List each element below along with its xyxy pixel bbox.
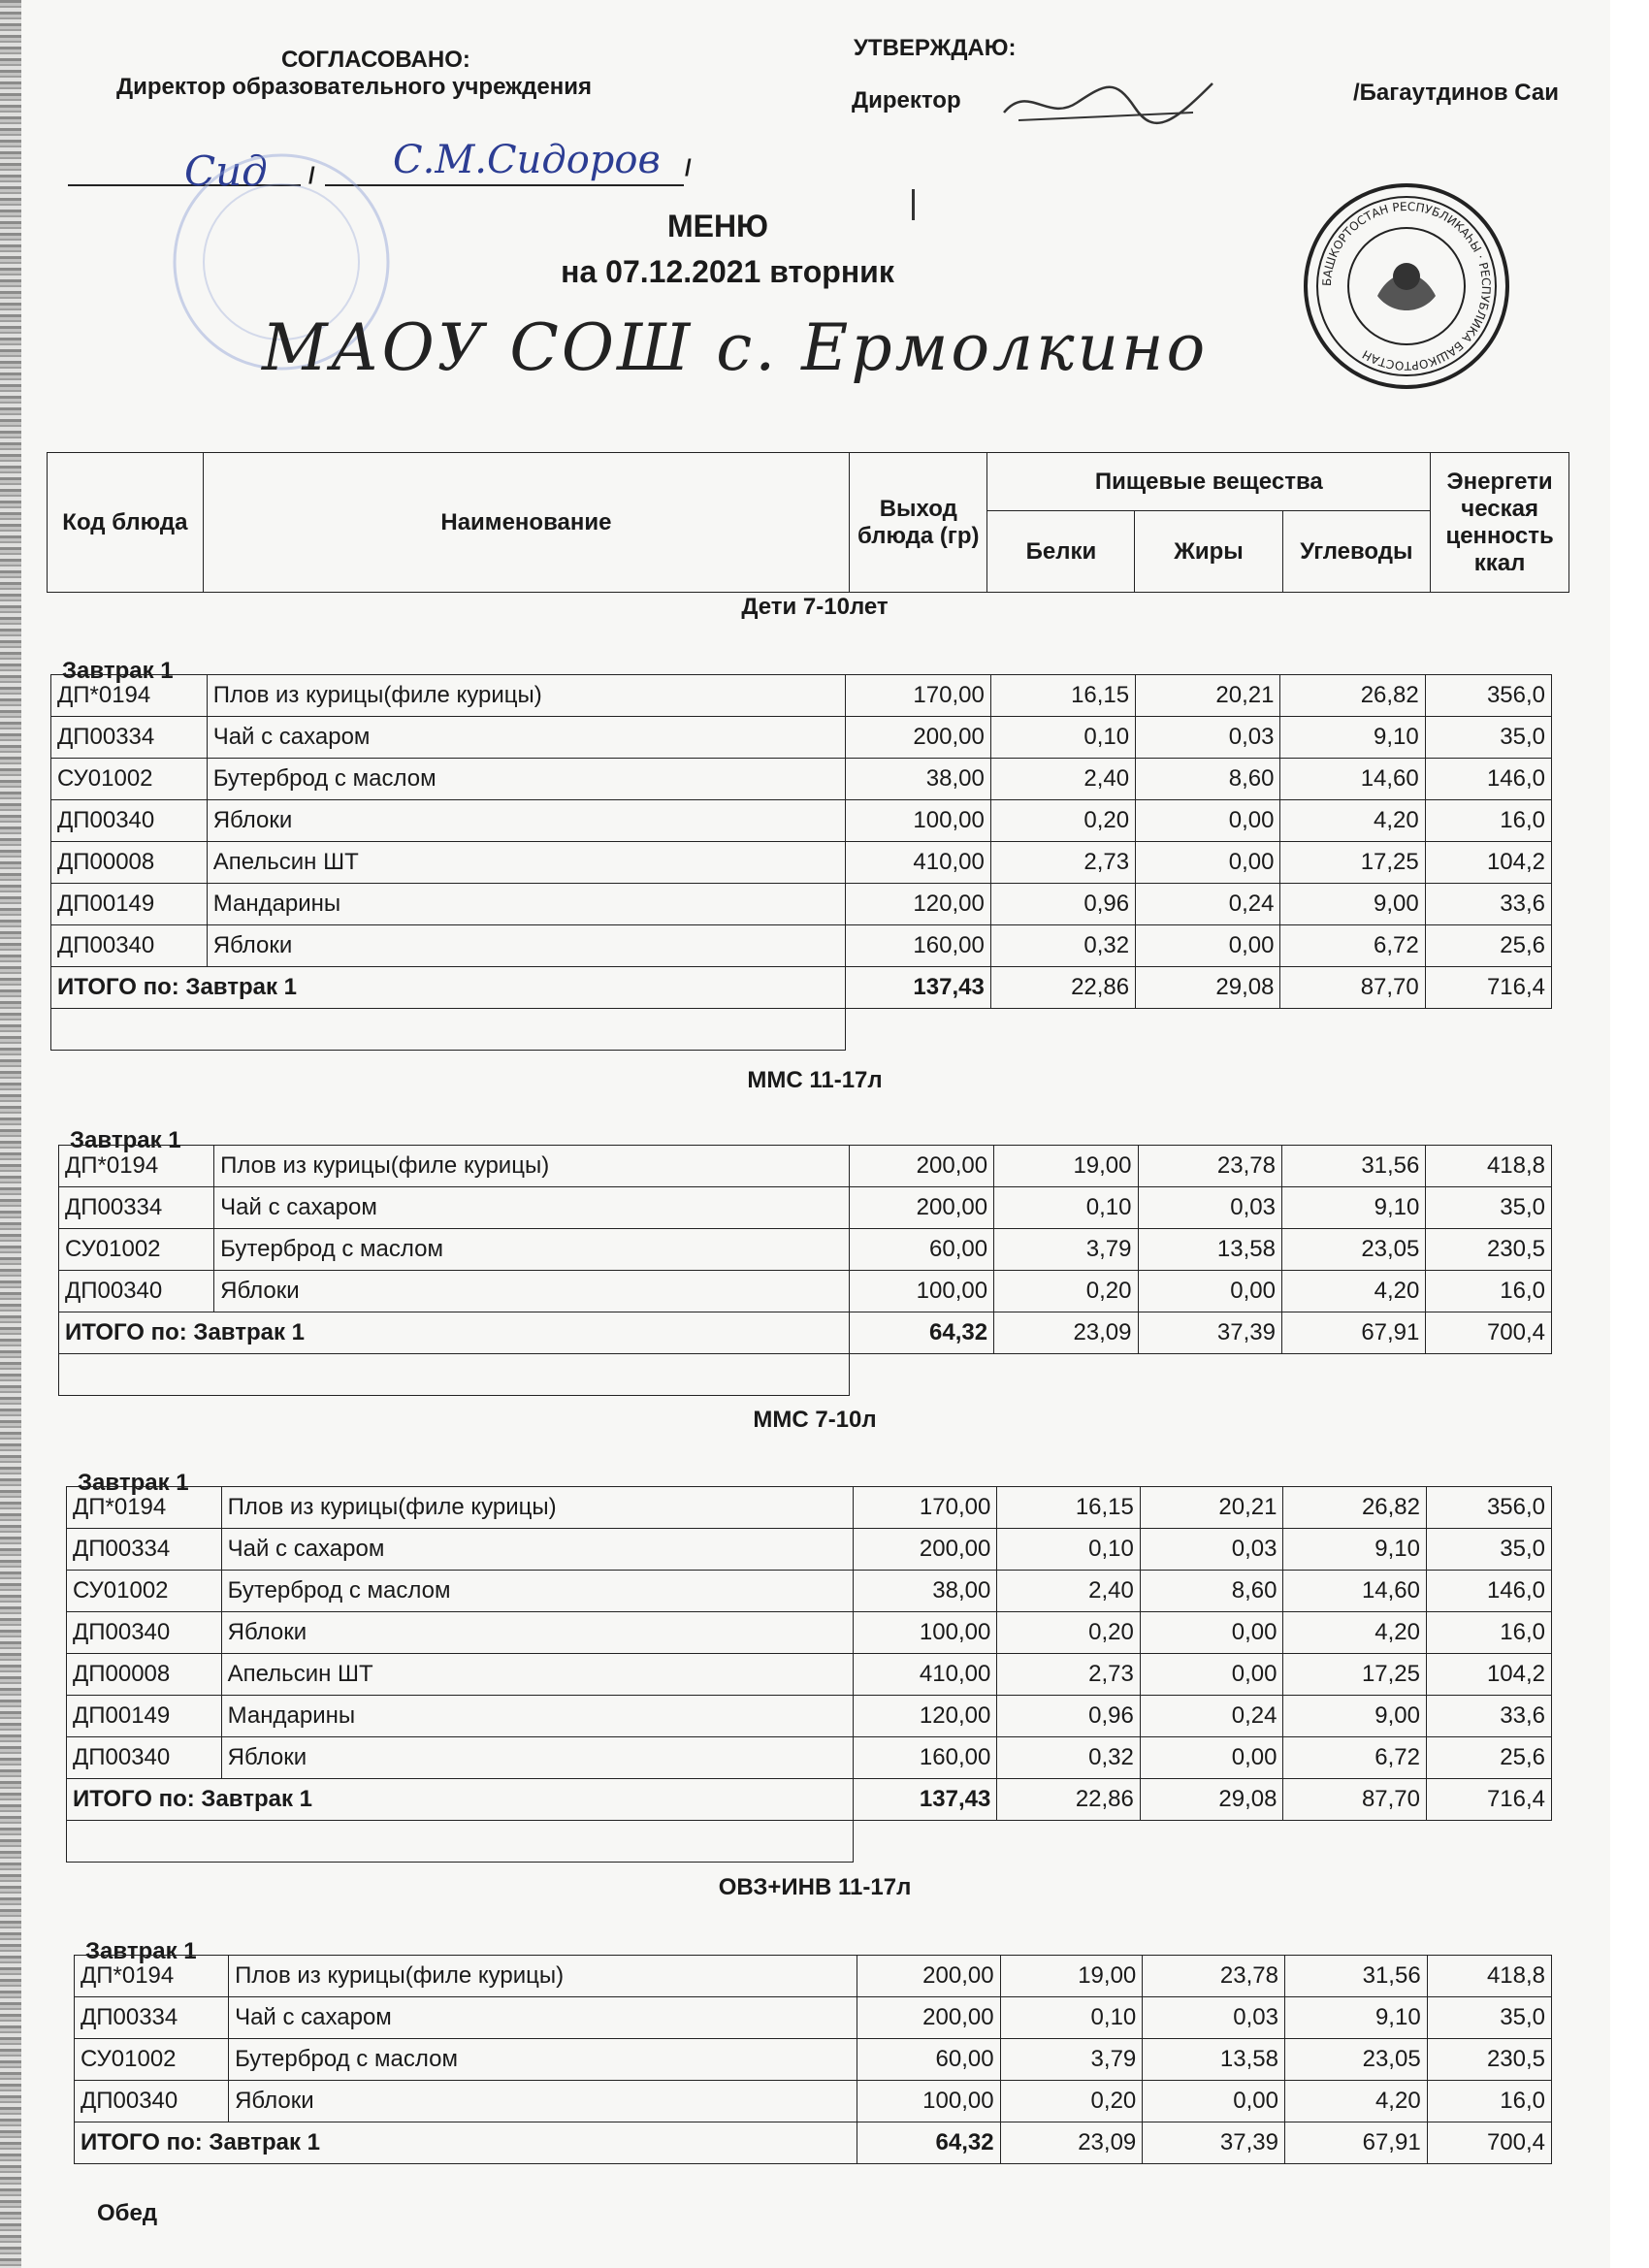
cell-carbs: 6,72 bbox=[1283, 1737, 1427, 1779]
table-row bbox=[51, 842, 1552, 884]
blank-row bbox=[51, 1009, 1552, 1051]
table-row bbox=[59, 1146, 1552, 1187]
cell-name: Апельсин ШТ bbox=[221, 1654, 853, 1696]
table-row bbox=[67, 1696, 1552, 1737]
total-yield: 64,32 bbox=[849, 1312, 993, 1354]
director-label: Директор bbox=[852, 87, 961, 113]
section-table bbox=[74, 1955, 1552, 2164]
cell-carbs: 9,10 bbox=[1284, 1997, 1427, 2039]
cell-protein: 0,96 bbox=[990, 884, 1135, 925]
cell-carbs: 9,00 bbox=[1283, 1696, 1427, 1737]
col-energy-header: Энергети ческая ценность ккал bbox=[1431, 453, 1569, 593]
cell-protein: 3,79 bbox=[1000, 2039, 1143, 2081]
cell-fat: 0,03 bbox=[1138, 1187, 1281, 1229]
cell-yield: 100,00 bbox=[853, 1612, 996, 1654]
cell-fat: 0,03 bbox=[1140, 1529, 1283, 1571]
cell-fat: 20,21 bbox=[1136, 675, 1280, 717]
cell-carbs: 31,56 bbox=[1281, 1146, 1425, 1187]
meal-label: Завтрак 1 bbox=[78, 1470, 189, 1496]
seal-ring-text: БАШКОРТОСТАН РЕСПУБЛИКАҺЫ · РЕСПУБЛИКА БАШКОРТОСТАН bbox=[1319, 199, 1494, 373]
cell-code: ДП00008 bbox=[51, 842, 208, 884]
cell-carbs: 26,82 bbox=[1280, 675, 1425, 717]
agreed-subtitle: Директор образовательного учреждения bbox=[116, 74, 592, 100]
cell-name: Чай с сахаром bbox=[207, 717, 845, 759]
cell-kcal: 25,6 bbox=[1427, 1737, 1552, 1779]
cell-code: ДП00340 bbox=[75, 2081, 229, 2122]
cell-protein: 0,10 bbox=[1000, 1997, 1143, 2039]
total-label: ИТОГО по: Завтрак 1 bbox=[75, 2122, 857, 2164]
total-kcal: 700,4 bbox=[1426, 1312, 1552, 1354]
cell-code: СУ01002 bbox=[75, 2039, 229, 2081]
table-row bbox=[67, 1487, 1552, 1529]
cell-carbs: 17,25 bbox=[1280, 842, 1425, 884]
cell-fat: 0,00 bbox=[1136, 842, 1280, 884]
cell-yield: 60,00 bbox=[857, 2039, 1000, 2081]
cell-kcal: 146,0 bbox=[1425, 759, 1551, 800]
table-row bbox=[67, 1571, 1552, 1612]
cell-code: ДП00149 bbox=[67, 1696, 222, 1737]
next-meal-label: Обед bbox=[97, 2200, 158, 2226]
cell-kcal: 35,0 bbox=[1425, 717, 1551, 759]
school-name-handwritten: МАОУ СОШ с. Ермолкино bbox=[262, 310, 1209, 385]
cell-yield: 170,00 bbox=[845, 675, 990, 717]
cell-protein: 2,40 bbox=[990, 759, 1135, 800]
blank-cell bbox=[845, 1009, 1551, 1051]
cell-code: ДП*0194 bbox=[51, 675, 208, 717]
cell-kcal: 104,2 bbox=[1425, 842, 1551, 884]
total-carbs: 87,70 bbox=[1283, 1779, 1427, 1821]
cell-code: ДП00149 bbox=[51, 884, 208, 925]
total-row bbox=[75, 2122, 1552, 2164]
signature-scribble-icon bbox=[999, 74, 1222, 132]
cell-yield: 410,00 bbox=[853, 1654, 996, 1696]
total-fat: 29,08 bbox=[1140, 1779, 1283, 1821]
cell-fat: 8,60 bbox=[1136, 759, 1280, 800]
cell-yield: 38,00 bbox=[853, 1571, 996, 1612]
table-row bbox=[51, 800, 1552, 842]
cell-protein: 0,20 bbox=[997, 1612, 1141, 1654]
total-label: ИТОГО по: Завтрак 1 bbox=[59, 1312, 850, 1354]
total-protein: 22,86 bbox=[997, 1779, 1141, 1821]
cell-name: Плов из курицы(филе курицы) bbox=[214, 1146, 850, 1187]
cell-carbs: 26,82 bbox=[1283, 1487, 1427, 1529]
cell-yield: 120,00 bbox=[845, 884, 990, 925]
cell-protein: 0,20 bbox=[990, 800, 1135, 842]
total-yield: 64,32 bbox=[857, 2122, 1000, 2164]
cell-carbs: 4,20 bbox=[1283, 1612, 1427, 1654]
cell-kcal: 16,0 bbox=[1427, 2081, 1551, 2122]
cell-kcal: 33,6 bbox=[1427, 1696, 1552, 1737]
table-row bbox=[51, 884, 1552, 925]
cell-name: Яблоки bbox=[221, 1612, 853, 1654]
col-code-header: Код блюда bbox=[48, 453, 204, 593]
cell-kcal: 356,0 bbox=[1427, 1487, 1552, 1529]
cell-kcal: 16,0 bbox=[1427, 1612, 1552, 1654]
cell-name: Яблоки bbox=[207, 925, 845, 967]
cell-code: ДП00340 bbox=[67, 1737, 222, 1779]
total-label: ИТОГО по: Завтрак 1 bbox=[51, 967, 846, 1009]
cell-carbs: 23,05 bbox=[1284, 2039, 1427, 2081]
cell-carbs: 9,00 bbox=[1280, 884, 1425, 925]
total-kcal: 700,4 bbox=[1427, 2122, 1551, 2164]
cell-protein: 2,73 bbox=[990, 842, 1135, 884]
cell-kcal: 16,0 bbox=[1425, 800, 1551, 842]
cell-carbs: 9,10 bbox=[1280, 717, 1425, 759]
blank-cell bbox=[853, 1821, 1551, 1863]
meal-label: Завтрак 1 bbox=[70, 1127, 181, 1153]
table-row bbox=[59, 1229, 1552, 1271]
meal-label: Завтрак 1 bbox=[85, 1938, 197, 1964]
cell-code: ДП00334 bbox=[75, 1997, 229, 2039]
cell-code: ДП00008 bbox=[67, 1654, 222, 1696]
cell-carbs: 9,10 bbox=[1283, 1529, 1427, 1571]
cell-fat: 0,00 bbox=[1138, 1271, 1281, 1312]
cell-code: ДП00334 bbox=[59, 1187, 214, 1229]
cell-fat: 8,60 bbox=[1140, 1571, 1283, 1612]
total-row bbox=[51, 967, 1552, 1009]
cell-fat: 0,00 bbox=[1136, 925, 1280, 967]
blank-cell bbox=[849, 1354, 1551, 1396]
cell-name: Бутерброд с маслом bbox=[221, 1571, 853, 1612]
cell-code: ДП00340 bbox=[59, 1271, 214, 1312]
table-row bbox=[67, 1612, 1552, 1654]
section-table bbox=[58, 1145, 1552, 1396]
cell-kcal: 104,2 bbox=[1427, 1654, 1552, 1696]
cell-fat: 13,58 bbox=[1138, 1229, 1281, 1271]
cell-name: Чай с сахаром bbox=[221, 1529, 853, 1571]
cell-protein: 16,15 bbox=[997, 1487, 1141, 1529]
total-carbs: 67,91 bbox=[1281, 1312, 1425, 1354]
total-protein: 22,86 bbox=[990, 967, 1135, 1009]
table-row bbox=[75, 2081, 1552, 2122]
cell-protein: 0,10 bbox=[990, 717, 1135, 759]
cell-kcal: 230,5 bbox=[1426, 1229, 1552, 1271]
total-yield: 137,43 bbox=[845, 967, 990, 1009]
total-row bbox=[67, 1779, 1552, 1821]
cell-kcal: 230,5 bbox=[1427, 2039, 1551, 2081]
table-row bbox=[59, 1187, 1552, 1229]
col-fat-header: Жиры bbox=[1135, 511, 1282, 593]
cell-yield: 60,00 bbox=[849, 1229, 993, 1271]
cell-name: Бутерброд с маслом bbox=[207, 759, 845, 800]
blank-row bbox=[67, 1821, 1552, 1863]
cell-kcal: 25,6 bbox=[1425, 925, 1551, 967]
cell-yield: 200,00 bbox=[849, 1146, 993, 1187]
cell-yield: 200,00 bbox=[849, 1187, 993, 1229]
cell-protein: 0,20 bbox=[1000, 2081, 1143, 2122]
cell-protein: 2,40 bbox=[997, 1571, 1141, 1612]
cell-protein: 0,10 bbox=[997, 1529, 1141, 1571]
cell-code: ДП*0194 bbox=[67, 1487, 222, 1529]
cell-name: Плов из курицы(филе курицы) bbox=[221, 1487, 853, 1529]
total-carbs: 67,91 bbox=[1284, 2122, 1427, 2164]
table-row bbox=[67, 1654, 1552, 1696]
col-carbs-header: Углеводы bbox=[1282, 511, 1431, 593]
cell-name: Мандарины bbox=[207, 884, 845, 925]
cell-code: ДП00334 bbox=[67, 1529, 222, 1571]
cell-yield: 100,00 bbox=[845, 800, 990, 842]
menu-date: на 07.12.2021 вторник bbox=[561, 254, 894, 289]
cell-protein: 0,32 bbox=[990, 925, 1135, 967]
cell-code: ДП00340 bbox=[51, 925, 208, 967]
meal-label: Завтрак 1 bbox=[62, 658, 174, 684]
cell-protein: 0,20 bbox=[994, 1271, 1138, 1312]
total-fat: 37,39 bbox=[1138, 1312, 1281, 1354]
cell-yield: 200,00 bbox=[853, 1529, 996, 1571]
cell-yield: 410,00 bbox=[845, 842, 990, 884]
cell-carbs: 4,20 bbox=[1280, 800, 1425, 842]
total-kcal: 716,4 bbox=[1425, 967, 1551, 1009]
cell-fat: 0,24 bbox=[1136, 884, 1280, 925]
cell-carbs: 4,20 bbox=[1281, 1271, 1425, 1312]
cell-yield: 160,00 bbox=[845, 925, 990, 967]
cell-kcal: 356,0 bbox=[1425, 675, 1551, 717]
cell-kcal: 35,0 bbox=[1426, 1187, 1552, 1229]
cell-protein: 19,00 bbox=[994, 1146, 1138, 1187]
cell-kcal: 146,0 bbox=[1427, 1571, 1552, 1612]
cell-fat: 23,78 bbox=[1138, 1146, 1281, 1187]
cell-code: СУ01002 bbox=[51, 759, 208, 800]
cell-name: Яблоки bbox=[229, 2081, 857, 2122]
cell-fat: 0,03 bbox=[1143, 1997, 1285, 2039]
page-right-margin bbox=[1610, 0, 1649, 2268]
left-signature-name: С.М.Сидоров bbox=[393, 138, 661, 182]
total-protein: 23,09 bbox=[994, 1312, 1138, 1354]
section-table bbox=[66, 1486, 1552, 1863]
col-protein-header: Белки bbox=[987, 511, 1135, 593]
cell-yield: 200,00 bbox=[857, 1956, 1000, 1997]
cell-protein: 3,79 bbox=[994, 1229, 1138, 1271]
cell-yield: 100,00 bbox=[857, 2081, 1000, 2122]
cell-code: СУ01002 bbox=[59, 1229, 214, 1271]
blank-cell bbox=[67, 1821, 854, 1863]
section-title: ОВЗ+ИНВ 11-17л bbox=[718, 1874, 912, 1900]
section-table bbox=[50, 674, 1552, 1051]
cell-name: Чай с сахаром bbox=[214, 1187, 850, 1229]
col-nutrients-header: Пищевые вещества bbox=[987, 453, 1431, 511]
table-row bbox=[51, 675, 1552, 717]
director-name: /Багаутдинов Саи bbox=[1353, 80, 1559, 106]
cell-carbs: 23,05 bbox=[1281, 1229, 1425, 1271]
total-yield: 137,43 bbox=[853, 1779, 996, 1821]
cell-fat: 0,00 bbox=[1140, 1737, 1283, 1779]
cell-fat: 0,03 bbox=[1136, 717, 1280, 759]
total-fat: 29,08 bbox=[1136, 967, 1280, 1009]
cell-name: Бутерброд с маслом bbox=[229, 2039, 857, 2081]
total-carbs: 87,70 bbox=[1280, 967, 1425, 1009]
cell-name: Чай с сахаром bbox=[229, 1997, 857, 2039]
cell-fat: 20,21 bbox=[1140, 1487, 1283, 1529]
cell-yield: 160,00 bbox=[853, 1737, 996, 1779]
table-row bbox=[59, 1271, 1552, 1312]
table-row bbox=[75, 2039, 1552, 2081]
total-label: ИТОГО по: Завтрак 1 bbox=[67, 1779, 854, 1821]
nutrition-header-table bbox=[47, 452, 1569, 593]
cell-yield: 170,00 bbox=[853, 1487, 996, 1529]
section-title: ММС 11-17л bbox=[747, 1067, 883, 1093]
blank-cell bbox=[59, 1354, 850, 1396]
total-protein: 23,09 bbox=[1000, 2122, 1143, 2164]
cell-carbs: 4,20 bbox=[1284, 2081, 1427, 2122]
cell-carbs: 31,56 bbox=[1284, 1956, 1427, 1997]
total-row bbox=[59, 1312, 1552, 1354]
cell-kcal: 418,8 bbox=[1426, 1146, 1552, 1187]
cell-name: Яблоки bbox=[207, 800, 845, 842]
cell-code: ДП00340 bbox=[67, 1612, 222, 1654]
cell-yield: 200,00 bbox=[845, 717, 990, 759]
cell-kcal: 33,6 bbox=[1425, 884, 1551, 925]
cell-carbs: 9,10 bbox=[1281, 1187, 1425, 1229]
menu-title: МЕНЮ bbox=[666, 209, 769, 243]
cell-fat: 23,78 bbox=[1143, 1956, 1285, 1997]
total-kcal: 716,4 bbox=[1427, 1779, 1552, 1821]
cell-yield: 120,00 bbox=[853, 1696, 996, 1737]
table-row bbox=[67, 1737, 1552, 1779]
cell-code: ДП00334 bbox=[51, 717, 208, 759]
cell-fat: 0,00 bbox=[1140, 1654, 1283, 1696]
cell-kcal: 16,0 bbox=[1426, 1271, 1552, 1312]
cell-fat: 13,58 bbox=[1143, 2039, 1285, 2081]
cell-name: Плов из курицы(филе курицы) bbox=[229, 1956, 857, 1997]
cell-name: Бутерброд с маслом bbox=[214, 1229, 850, 1271]
cell-kcal: 418,8 bbox=[1427, 1956, 1551, 1997]
cell-protein: 16,15 bbox=[990, 675, 1135, 717]
cell-fat: 0,24 bbox=[1140, 1696, 1283, 1737]
blank-cell bbox=[51, 1009, 846, 1051]
cell-kcal: 35,0 bbox=[1427, 1997, 1551, 2039]
cell-name: Яблоки bbox=[221, 1737, 853, 1779]
cell-code: ДП*0194 bbox=[75, 1956, 229, 1997]
cell-carbs: 14,60 bbox=[1283, 1571, 1427, 1612]
cell-fat: 0,00 bbox=[1143, 2081, 1285, 2122]
table-row bbox=[75, 1997, 1552, 2039]
cell-yield: 200,00 bbox=[857, 1997, 1000, 2039]
col-name-header: Наименование bbox=[203, 453, 849, 593]
section-title: Дети 7-10лет bbox=[741, 594, 889, 620]
cell-yield: 100,00 bbox=[849, 1271, 993, 1312]
cell-name: Мандарины bbox=[221, 1696, 853, 1737]
approve-title: УТВЕРЖДАЮ: bbox=[854, 35, 1017, 61]
cell-name: Яблоки bbox=[214, 1271, 850, 1312]
cell-name: Апельсин ШТ bbox=[207, 842, 845, 884]
cell-protein: 0,96 bbox=[997, 1696, 1141, 1737]
scan-edge bbox=[0, 0, 21, 2268]
cell-fat: 0,00 bbox=[1140, 1612, 1283, 1654]
cell-code: ДП00340 bbox=[51, 800, 208, 842]
cell-code: ДП*0194 bbox=[59, 1146, 214, 1187]
cell-protein: 19,00 bbox=[1000, 1956, 1143, 1997]
table-row bbox=[51, 925, 1552, 967]
agreed-title: СОГЛАСОВАНО: bbox=[281, 47, 470, 73]
table-row bbox=[51, 717, 1552, 759]
cell-yield: 38,00 bbox=[845, 759, 990, 800]
official-seal-icon bbox=[1300, 179, 1513, 393]
blank-row bbox=[59, 1354, 1552, 1396]
cell-protein: 0,10 bbox=[994, 1187, 1138, 1229]
total-fat: 37,39 bbox=[1143, 2122, 1285, 2164]
left-signature: Сид bbox=[184, 147, 268, 195]
cell-carbs: 14,60 bbox=[1280, 759, 1425, 800]
cell-code: СУ01002 bbox=[67, 1571, 222, 1612]
table-row bbox=[75, 1956, 1552, 1997]
cell-carbs: 6,72 bbox=[1280, 925, 1425, 967]
cell-protein: 2,73 bbox=[997, 1654, 1141, 1696]
cell-carbs: 17,25 bbox=[1283, 1654, 1427, 1696]
cell-kcal: 35,0 bbox=[1427, 1529, 1552, 1571]
director-signature bbox=[999, 74, 1222, 142]
cell-name: Плов из курицы(филе курицы) bbox=[207, 675, 845, 717]
table-row bbox=[67, 1529, 1552, 1571]
col-yield-header: Выход блюда (гр) bbox=[850, 453, 987, 593]
table-row bbox=[51, 759, 1552, 800]
cell-fat: 0,00 bbox=[1136, 800, 1280, 842]
menu-document: СОГЛАСОВАНО: Директор образовательного учреждения / / Сид С.М.Сидоров УТВЕРЖДАЮ: Директор /Багаутдинов Саи БАШКОРТОСТАН РЕСПУБЛИКАҺЫ · РЕСПУБЛИКА БАШКОРТОСТАН МЕНЮ на 07.12.2021 вторник МАОУ СОШ с. Ермолкино Код блюда Наименование Выход блюда (гр) Пищевые вещества Энергети ческая ценность ккал Белки Жиры Углеводы Дети 7-10лет Завтрак 1 ДП*0194 Плов из курицы(филе курицы) 170,00 16,15 20,21 26,82 356,0 ДП00334 Чай с сахаром 200,00 0,10 0,03 9,10 35,0 СУ01002 Бутерброд с маслом 38,00 2,40 8,60 14,60 146,0 ДП00340 Яблоки 100,00 0,20 0,00 4,20 16,0 ДП00008 Апельсин ШТ 410,00 2,73 0,00 17,25 104,2 ДП00149 Мандарины 120,00 0,96 0,24 9,00 33,6 ДП00340 Яблоки 160,00 0,32 0,00 6,72 25,6 ИТОГО по: Завтрак 1 137,43 22,86 29,08 87,70 716,4 ММС 11-17л Завтрак 1 ДП*0194 Плов из курицы(филе курицы) 200,00 19,00 23,78 31,56 418,8 ДП00334 Чай с сахаром 200,00 0,10 0,03 9,10 35,0 СУ01002 Бутерброд с маслом 60,00 3,79 13,58 23,05 230,5 ДП00340 Яблоки 100,00 0,20 0,00 4,20 16,0 ИТОГО по: Завтрак 1 64,32 23,09 37,39 67,91 700,4 ММС 7-10л Завтрак 1 ДП*0194 Плов из курицы(филе курицы) 170,00 16,15 20,21 26,82 356,0 ДП00334 Чай с сахаром 200,00 0,10 0,03 9,10 35,0 СУ01002 Бутерброд с маслом 38,00 2,40 8,60 14,60 146,0 ДП00340 Яблоки 100,00 0,20 0,00 4,20 16,0 ДП00008 Апельсин ШТ 410,00 2,73 0,00 17,25 104,2 ДП00149 Мандарины 120,00 0,96 0,24 9,00 33,6 ДП00340 Яблоки 160,00 0,32 0,00 6,72 25,6 ИТОГО по: Завтрак 1 137,43 22,86 29,08 87,70 716,4 ОВЗ+ИНВ 11-17л Завтрак 1 ДП*0194 Плов из курицы(филе курицы) 200,00 19,00 23,78 31,56 418,8 ДП00334 Чай с сахаром 200,00 0,10 0,03 9,10 35,0 СУ01002 Бутерброд с маслом 60,00 3,79 13,58 23,05 230,5 ДП00340 Яблоки 100,00 0,20 0,00 4,20 16,0 ИТОГО по: Завтрак 1 64,32 23,09 37,39 67,91 700,4 Обед bbox=[0, 0, 1649, 2268]
section-title: ММС 7-10л bbox=[753, 1407, 877, 1433]
cell-protein: 0,32 bbox=[997, 1737, 1141, 1779]
